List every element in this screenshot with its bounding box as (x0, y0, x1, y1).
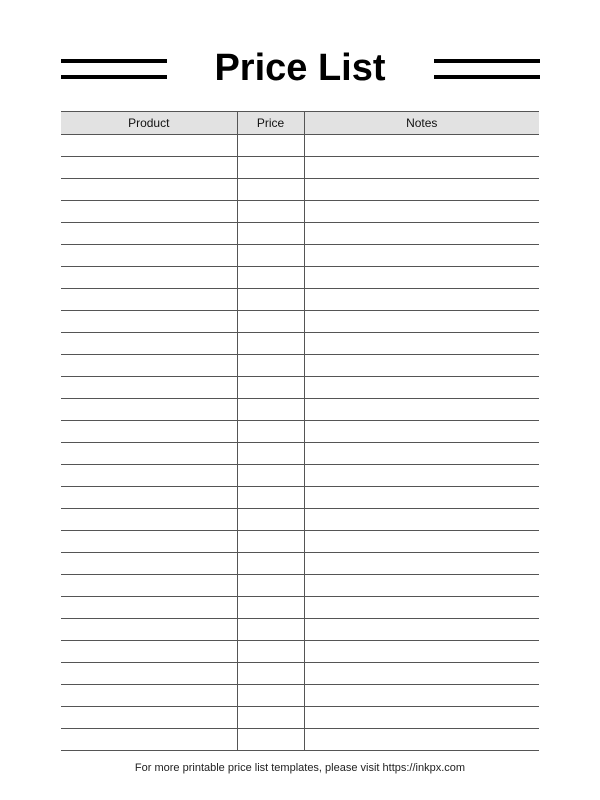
price-cell[interactable] (237, 399, 304, 421)
notes-cell[interactable] (304, 311, 539, 333)
table-row (61, 157, 539, 179)
price-cell[interactable] (237, 531, 304, 553)
product-cell[interactable] (61, 597, 237, 619)
product-cell[interactable] (61, 135, 237, 157)
table-row (61, 531, 539, 553)
product-cell[interactable] (61, 311, 237, 333)
notes-cell[interactable] (304, 619, 539, 641)
notes-cell[interactable] (304, 553, 539, 575)
product-cell[interactable] (61, 289, 237, 311)
title-row (0, 40, 600, 96)
notes-cell[interactable] (304, 333, 539, 355)
notes-cell[interactable] (304, 223, 539, 245)
product-cell[interactable] (61, 223, 237, 245)
table-row (61, 443, 539, 465)
product-cell[interactable] (61, 509, 237, 531)
table-row (61, 377, 539, 399)
price-cell[interactable] (237, 135, 304, 157)
price-cell[interactable] (237, 553, 304, 575)
price-cell[interactable] (237, 619, 304, 641)
table-row (61, 597, 539, 619)
price-cell[interactable] (237, 377, 304, 399)
price-cell[interactable] (237, 421, 304, 443)
notes-cell[interactable] (304, 377, 539, 399)
table-row (61, 729, 539, 751)
table-row (61, 179, 539, 201)
column-header-price: Price (237, 112, 304, 135)
notes-cell[interactable] (304, 443, 539, 465)
table-row (61, 575, 539, 597)
price-cell[interactable] (237, 289, 304, 311)
column-header-notes: Notes (304, 112, 539, 135)
table-row (61, 685, 539, 707)
table-row (61, 333, 539, 355)
price-cell[interactable] (237, 663, 304, 685)
notes-cell[interactable] (304, 245, 539, 267)
table-row (61, 311, 539, 333)
footer-note: For more printable price list templates, please visit https://inkpx.com (134, 762, 466, 774)
price-cell[interactable] (237, 575, 304, 597)
notes-cell[interactable] (304, 575, 539, 597)
product-cell[interactable] (61, 333, 237, 355)
notes-cell[interactable] (304, 597, 539, 619)
price-cell[interactable] (237, 179, 304, 201)
price-cell[interactable] (237, 465, 304, 487)
product-cell[interactable] (61, 685, 237, 707)
price-cell[interactable] (237, 157, 304, 179)
product-cell[interactable] (61, 179, 237, 201)
table-row (61, 663, 539, 685)
table-row (61, 201, 539, 223)
price-cell[interactable] (237, 311, 304, 333)
table-row (61, 465, 539, 487)
price-list-table (61, 111, 539, 751)
table-row (61, 399, 539, 421)
notes-cell[interactable] (304, 135, 539, 157)
notes-cell[interactable] (304, 729, 539, 751)
notes-cell[interactable] (304, 509, 539, 531)
product-cell[interactable] (61, 641, 237, 663)
price-cell[interactable] (237, 729, 304, 751)
notes-cell[interactable] (304, 267, 539, 289)
price-cell[interactable] (237, 245, 304, 267)
product-cell[interactable] (61, 487, 237, 509)
product-cell[interactable] (61, 707, 237, 729)
table-row (61, 289, 539, 311)
table-row (61, 509, 539, 531)
notes-cell[interactable] (304, 399, 539, 421)
notes-cell[interactable] (304, 179, 539, 201)
product-cell[interactable] (61, 421, 237, 443)
price-cell[interactable] (237, 333, 304, 355)
product-cell[interactable] (61, 399, 237, 421)
table-row (61, 421, 539, 443)
price-cell[interactable] (237, 641, 304, 663)
price-cell[interactable] (237, 597, 304, 619)
price-cell[interactable] (237, 201, 304, 223)
notes-cell[interactable] (304, 355, 539, 377)
price-cell[interactable] (237, 267, 304, 289)
table-row (61, 267, 539, 289)
table-row (61, 135, 539, 157)
page-title: Price List (214, 47, 386, 89)
product-cell[interactable] (61, 663, 237, 685)
notes-cell[interactable] (304, 157, 539, 179)
notes-cell[interactable] (304, 487, 539, 509)
column-header-product: Product (61, 112, 237, 135)
title-decoration-right (434, 59, 540, 79)
product-cell[interactable] (61, 531, 237, 553)
price-cell[interactable] (237, 707, 304, 729)
price-cell[interactable] (237, 223, 304, 245)
table-row (61, 355, 539, 377)
product-cell[interactable] (61, 157, 237, 179)
table-row (61, 619, 539, 641)
table-row (61, 553, 539, 575)
price-cell[interactable] (237, 487, 304, 509)
price-cell[interactable] (237, 443, 304, 465)
product-cell[interactable] (61, 443, 237, 465)
product-cell[interactable] (61, 575, 237, 597)
table-body (61, 135, 539, 751)
price-cell[interactable] (237, 685, 304, 707)
notes-cell[interactable] (304, 663, 539, 685)
table-header-row (61, 112, 539, 135)
notes-cell[interactable] (304, 465, 539, 487)
notes-cell[interactable] (304, 531, 539, 553)
notes-cell[interactable] (304, 707, 539, 729)
product-cell[interactable] (61, 619, 237, 641)
table-row (61, 707, 539, 729)
product-cell[interactable] (61, 245, 237, 267)
product-cell[interactable] (61, 377, 237, 399)
notes-cell[interactable] (304, 685, 539, 707)
product-cell[interactable] (61, 553, 237, 575)
table-row (61, 487, 539, 509)
product-cell[interactable] (61, 201, 237, 223)
notes-cell[interactable] (304, 641, 539, 663)
notes-cell[interactable] (304, 201, 539, 223)
product-cell[interactable] (61, 355, 237, 377)
price-cell[interactable] (237, 509, 304, 531)
product-cell[interactable] (61, 267, 237, 289)
notes-cell[interactable] (304, 421, 539, 443)
product-cell[interactable] (61, 465, 237, 487)
table-row (61, 245, 539, 267)
table-row (61, 641, 539, 663)
notes-cell[interactable] (304, 289, 539, 311)
table-row (61, 223, 539, 245)
product-cell[interactable] (61, 729, 237, 751)
price-cell[interactable] (237, 355, 304, 377)
